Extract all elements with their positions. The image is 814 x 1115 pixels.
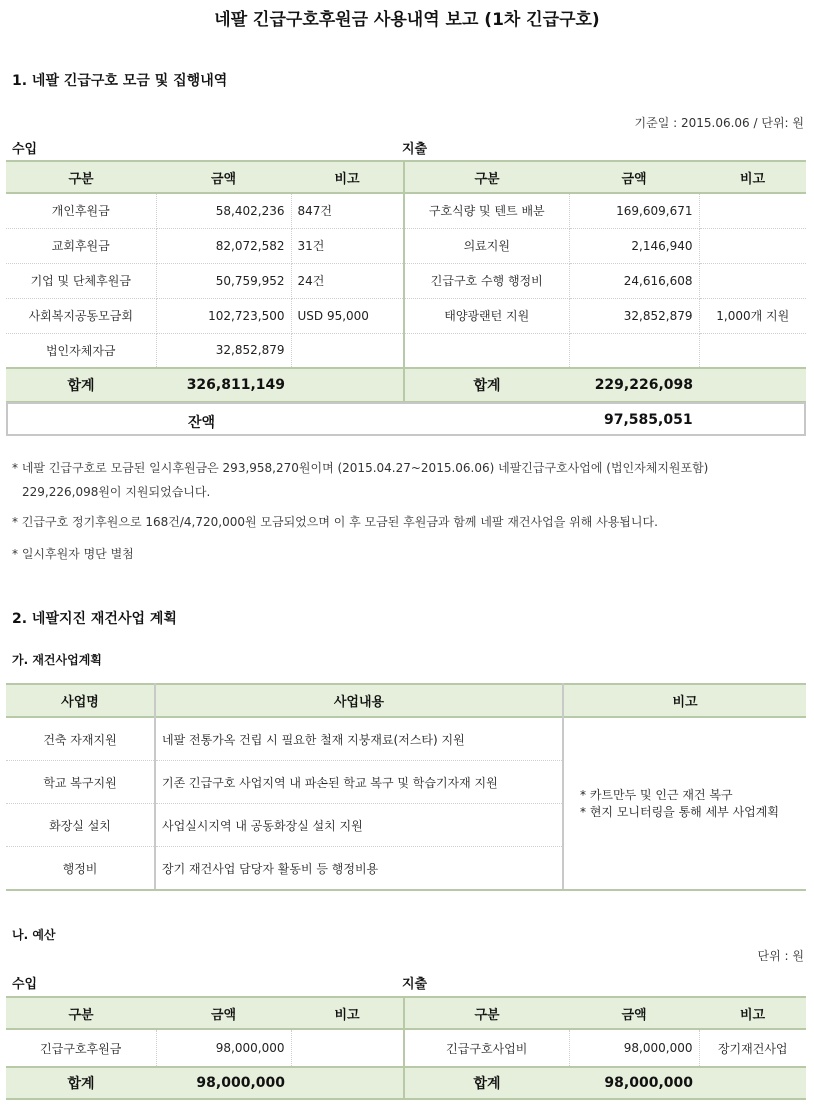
col-income-note: 비고 (291, 161, 404, 193)
table-row (6, 228, 806, 263)
income-amount: 32,852,879 (156, 333, 291, 368)
remark-2: * 현지 모니터링을 통해 세부 사업계획 (580, 804, 779, 819)
expense-total-label: 합계 (473, 378, 501, 394)
expense-category: 구호식량 및 텐트 배분 (404, 193, 569, 228)
project-content: 기존 긴급구호 사업지역 내 파손된 학교 복구 및 학습기자재 지원 (155, 761, 563, 804)
col-project-name: 사업명 (6, 684, 155, 717)
income-note (291, 1029, 404, 1067)
col-income-category: 구분 (6, 161, 156, 193)
note-1-cont: 229,226,098원이 지원되었습니다. (22, 485, 211, 499)
income-amount: 58,402,236 (156, 193, 291, 228)
income-category: 사회복지공동모금회 (6, 298, 156, 333)
col-expense-note: 비고 (699, 161, 806, 193)
project-remarks (563, 717, 806, 890)
section2-heading: 2. 네팔지진 재건사업 계획 (12, 611, 177, 627)
income-category: 긴급구호후원금 (6, 1029, 156, 1067)
income-amount: 98,000,000 (156, 1029, 291, 1067)
expense-note (699, 193, 806, 228)
plan-table (6, 683, 806, 891)
budget-unit: 단위 : 원 (757, 949, 804, 963)
table-row (6, 333, 806, 368)
income-note: 31건 (291, 228, 404, 263)
total-row (6, 368, 806, 402)
expense-amount (569, 333, 699, 368)
budget-income-label: 수입 (12, 977, 38, 992)
expense-category: 태양광랜턴 지원 (404, 298, 569, 333)
expense-note (699, 228, 806, 263)
balance-label: 잔액 (188, 415, 216, 431)
expense-category: 긴급구호사업비 (404, 1029, 569, 1067)
table-row (6, 193, 806, 228)
col-expense-amount: 금액 (569, 161, 699, 193)
income-total-value: 326,811,149 (186, 377, 285, 393)
col-income-amount: 금액 (156, 161, 291, 193)
expense-note: 1,000개 지원 (699, 298, 806, 333)
table-row (6, 1029, 806, 1067)
income-category: 교회후원금 (6, 228, 156, 263)
income-amount: 102,723,500 (156, 298, 291, 333)
expense-amount: 2,146,940 (569, 228, 699, 263)
income-amount: 50,759,952 (156, 263, 291, 298)
total-row (6, 1067, 806, 1099)
col-expense-category: 구분 (404, 161, 569, 193)
project-name: 화장실 설치 (6, 804, 155, 847)
income-total-label: 합계 (67, 378, 95, 394)
note-1: * 네팔 긴급구호로 모금된 일시후원금은 293,958,270원이며 (2015.04.27~2015.06.06) 네팔긴급구호사업에 (법인자체지원포함) (12, 461, 709, 475)
balance-row (6, 402, 806, 436)
project-content: 장기 재건사업 담당자 활동비 등 행정비용 (155, 847, 563, 891)
balance-value: 97,585,051 (604, 412, 693, 428)
project-content: 사업실시지역 내 공동화장실 설치 지원 (155, 804, 563, 847)
note-3: * 일시후원자 명단 별첨 (12, 547, 134, 561)
basis-date: 기준일 : 2015.06.06 / 단위: 원 (634, 116, 804, 130)
section1-heading: 1. 네팔 긴급구호 모금 및 집행내역 (12, 73, 228, 89)
col-income-note: 비고 (291, 997, 404, 1029)
project-name: 행정비 (6, 847, 155, 891)
income-note: 847건 (291, 193, 404, 228)
subheading-budget: 나. 예산 (12, 928, 56, 942)
expense-total-value: 229,226,098 (594, 377, 693, 393)
income-amount: 82,072,582 (156, 228, 291, 263)
note-2: * 긴급구호 정기후원으로 168건/4,720,000원 모금되었으며 이 후 모금된 후원금과 함께 네팔 재건사업을 위해 사용됩니다. (12, 515, 658, 529)
notes (12, 456, 708, 566)
subheading-plan: 가. 재건사업계획 (12, 653, 102, 667)
income-note: 24건 (291, 263, 404, 298)
expense-category: 의료지원 (404, 228, 569, 263)
remark-1: * 카트만두 및 인근 재건 복구 (580, 787, 733, 802)
col-income-category: 구분 (6, 997, 156, 1029)
expense-category: 긴급구호 수행 행정비 (404, 263, 569, 298)
expense-total-value: 98,000,000 (604, 1075, 693, 1091)
page-title: 네팔 긴급구호후원금 사용내역 보고 (1차 긴급구호) (214, 10, 600, 30)
expense-label: 지출 (402, 142, 428, 157)
income-total-label: 합계 (67, 1076, 95, 1092)
col-income-amount: 금액 (156, 997, 291, 1029)
expense-amount: 98,000,000 (569, 1029, 699, 1067)
table-row (6, 298, 806, 333)
income-label: 수입 (12, 142, 38, 157)
expense-category (404, 333, 569, 368)
budget-table (6, 996, 806, 1100)
expense-note (699, 333, 806, 368)
col-expense-amount: 금액 (569, 997, 699, 1029)
funds-table (6, 160, 806, 403)
expense-note (699, 263, 806, 298)
table-row (6, 717, 806, 761)
income-category: 기업 및 단체후원금 (6, 263, 156, 298)
income-note (291, 333, 404, 368)
income-total-value: 98,000,000 (196, 1075, 285, 1091)
col-expense-category: 구분 (404, 997, 569, 1029)
income-note: USD 95,000 (291, 298, 404, 333)
col-project-note: 비고 (563, 684, 806, 717)
income-category: 개인후원금 (6, 193, 156, 228)
col-project-content: 사업내용 (155, 684, 563, 717)
col-expense-note: 비고 (699, 997, 806, 1029)
expense-total-label: 합계 (473, 1076, 501, 1092)
budget-expense-label: 지출 (402, 977, 428, 992)
expense-amount: 32,852,879 (569, 298, 699, 333)
project-name: 학교 복구지원 (6, 761, 155, 804)
project-name: 건축 자재지원 (6, 717, 155, 761)
expense-amount: 169,609,671 (569, 193, 699, 228)
project-content: 네팔 전통가옥 건립 시 필요한 철재 지붕재료(저스타) 지원 (155, 717, 563, 761)
expense-amount: 24,616,608 (569, 263, 699, 298)
income-category: 법인자체자금 (6, 333, 156, 368)
table-row (6, 263, 806, 298)
expense-note: 장기재건사업 (699, 1029, 806, 1067)
